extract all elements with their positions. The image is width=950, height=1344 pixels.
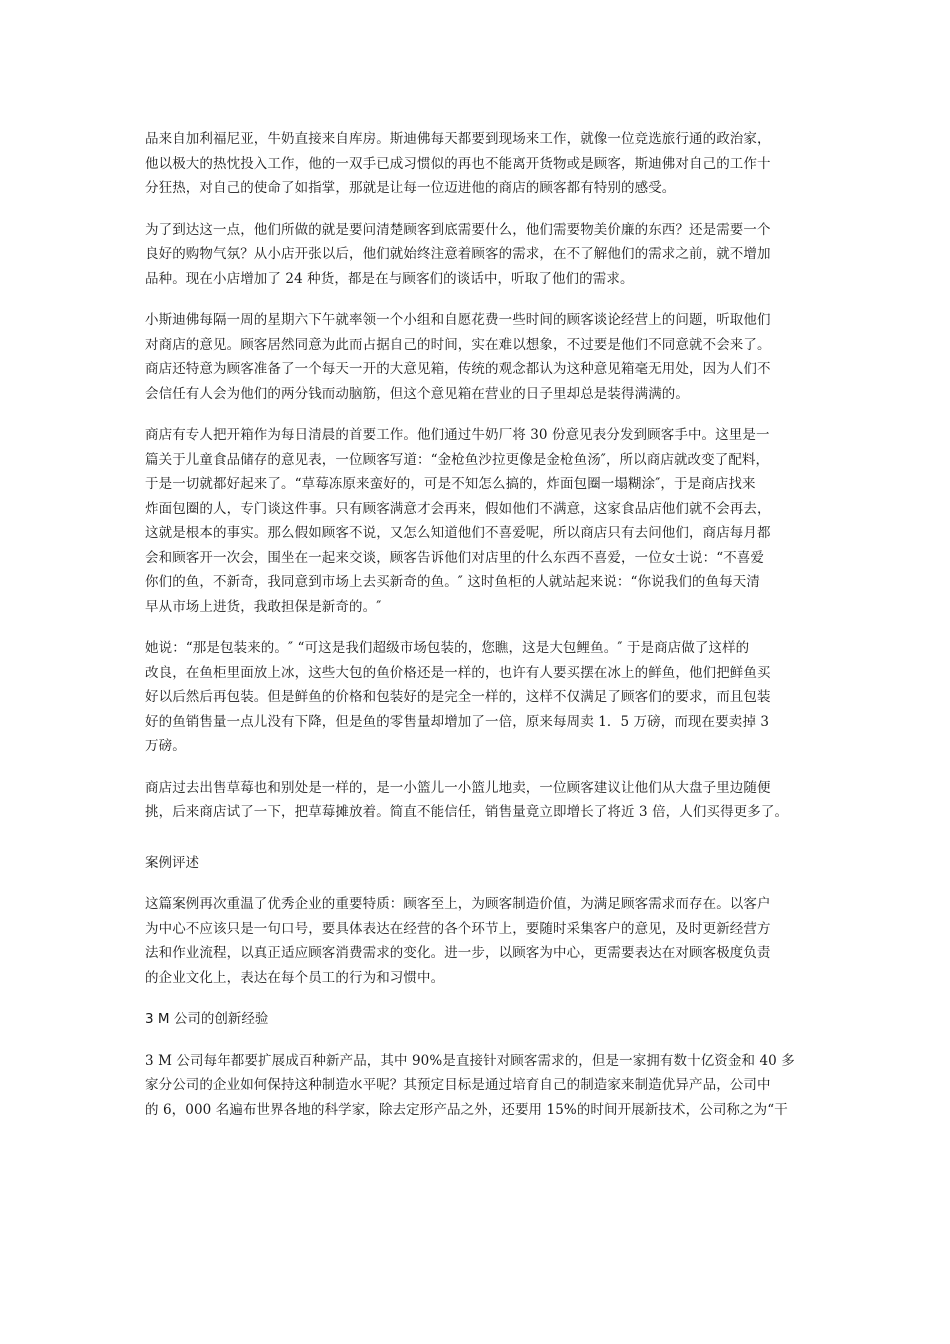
text-line: 分狂热，对自己的使命了如指掌，那就是让每一位迈进他的商店的顾客都有特别的感受。 — [145, 180, 676, 196]
text-line: 家分公司的企业如何保持这种制造水平呢？其预定目标是通过培育自己的制造家来制造优异产品，公司中 — [145, 1077, 771, 1093]
text-line: 为中心不应该只是一句口号，要具体表达在经营的各个环节上，要随时采集客户的意见，及时更新经营方 — [145, 920, 771, 937]
text-line: 的企业文化上，表达在每个员工的行为和习惯中。 — [145, 969, 445, 986]
text-line: 品种。现在小店增加了 24 种货，都是在与顾客们的谈话中，听取了他们的需求。 — [145, 270, 634, 287]
text-line: 炸面包圈的人，专门谈这件事。只有顾客满意才会再来，假如他们不满意，这家食品店他们就不会再去， — [145, 500, 771, 517]
text-line: 她说：“那是包装来的。″ “可这是我们超级市场包装的，您瞧，这是大包鲤鱼。″ 于是商店做了这样的 — [145, 640, 750, 656]
text-line: 挑，后来商店试了一下，把草莓摊放着。简直不能信任，销售量竟立即增长了将近 3 倍，人们买得更多了。 — [145, 804, 789, 820]
text-line: 好以后然后再包装。但是鲜鱼的价格和包装好的是完全一样的，这样不仅满足了顾客们的要求，而且包装 — [145, 689, 771, 705]
text-line: 为了到达这一点，他们所做的就是要问清楚顾客到底需要什么，他们需要物美价廉的东西？还是需要一个 — [145, 221, 771, 238]
text-line: 的 6，000 名遍布世界各地的科学家，除去定形产品之外，还要用 15%的时间开展新技术，公司称之为“干 — [145, 1101, 788, 1118]
text-line: 法和作业流程，以真正适应顾客消费需求的变化。进一步，以顾客为中心，更需要表达在对顾客极度负责 — [145, 945, 771, 961]
text-line: 于是一切就都好起来了。“草莓冻原来蛮好的，可是不知怎么搞的，炸面包圈一塌糊涂″，于是商店找来 — [145, 476, 756, 492]
text-line: 小斯迪佛每隔一周的星期六下午就率领一个小组和自愿花费一些时间的顾客谈论经营上的问题，听取他们 — [145, 312, 771, 328]
text-line: 商店还特意为顾客准备了一个每天一开的大意见箱，传统的观念都认为这种意见箱毫无用处，因为人们不 — [145, 361, 771, 377]
text-line: 良好的购物气氛？从小店开张以后，他们就始终注意着顾客的需求，在不了解他们的需求之前，就不增加 — [145, 246, 771, 262]
text-line: 改良，在鱼柜里面放上冰，这些大包的鱼价格还是一样的，也许有人要买摆在冰上的鲜鱼，他们把鲜鱼买 — [145, 664, 771, 681]
text-line: 万磅。 — [145, 738, 186, 754]
paragraph-5 — [145, 636, 810, 759]
paragraph-6 — [145, 776, 810, 825]
text-line: 早从市场上进货，我敢担保是新奇的。″ — [145, 598, 382, 615]
spacer — [145, 875, 810, 892]
paragraph-1 — [145, 127, 810, 201]
review-paragraph — [145, 892, 810, 990]
text-line: 你们的鱼，不新奇，我同意到市场上去买新奇的鱼。″ 这时鱼柜的人就站起来说：“你说我们的鱼每天清 — [145, 574, 760, 590]
text-line: 这就是根本的事实。那么假如顾客不说，又怎么知道他们不喜爱呢，所以商店只有去问他们，商店每月都 — [145, 525, 771, 541]
text-line: 好的鱼销售量一点儿没有下降，但是鱼的零售量却增加了一倍，原来每周卖 1．5 万磅，而现在要卖掉 3 — [145, 713, 770, 730]
document-body — [145, 127, 810, 1139]
text-line: 3 M 公司每年都要扩展成百种新产品，其中 90%是直接针对顾客需求的，但是一家拥有数十亿资金和 40 多 — [145, 1052, 795, 1069]
text-line: 篇关于儿童食品储存的意见表，一位顾客写道：“金枪鱼沙拉更像是金枪鱼汤″，所以商店就改变了配料， — [145, 451, 770, 468]
text-line: 他以极大的热忱投入工作，他的一双手已成习惯似的再也不能离开货物或是顾客，斯迪佛对自己的工作十 — [145, 155, 771, 172]
paragraph-3m — [145, 1049, 810, 1123]
paragraph-2 — [145, 218, 810, 292]
text-line: 这篇案例再次重温了优秀企业的重要特质：顾客至上，为顾客制造价值，为满足顾客需求而存在。以客户 — [145, 896, 771, 912]
section-heading-review: 案例评述 — [145, 854, 199, 871]
paragraph-4 — [145, 423, 810, 619]
text-line: 商店有专人把开箱作为每日清晨的首要工作。他们通过牛奶厂将 30 份意见表分发到顾客手中。这里是一 — [145, 427, 770, 443]
spacer — [145, 825, 810, 851]
spacer — [145, 1032, 810, 1049]
text-line: 商店过去出售草莓也和别处是一样的，是一小篮儿一小篮儿地卖，一位顾客建议让他们从大盘子里边随便 — [145, 779, 771, 796]
text-line: 会和顾客开一次会，围坐在一起来交谈，顾客告诉他们对店里的什么东西不喜爱，一位女士说：“不喜爱 — [145, 549, 764, 566]
paragraph-3 — [145, 308, 810, 406]
text-line: 品来自加利福尼亚，牛奶直接来自库房。斯迪佛每天都要到现场来工作，就像一位竞选旅行通的政治家， — [145, 131, 771, 147]
text-line: 会信任有人会为他们的两分钱而动脑筋，但这个意见箱在营业的日子里却总是装得满满的。 — [145, 385, 689, 402]
section-heading-3m: 3 M 公司的创新经验 — [145, 1011, 269, 1027]
text-line: 对商店的意见。顾客居然同意为此而占据自己的时间，实在难以想象，不过要是他们不同意就不会来了。 — [145, 336, 771, 353]
